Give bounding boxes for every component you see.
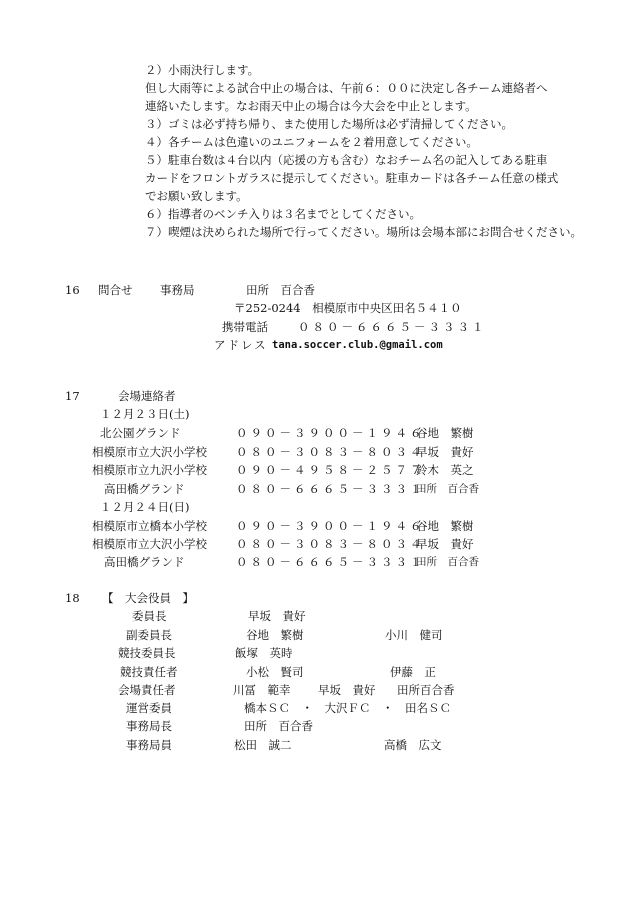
- officials-title: 【 大会役員 】: [102, 591, 194, 605]
- official-role: 競技委員長: [118, 646, 176, 660]
- venue-name: 相模原市立九沢小学校: [92, 463, 207, 477]
- note-line: ３）ゴミは必ず持ち帰り、また使用した場所は必ず清掃してください。: [145, 117, 513, 131]
- contact-phone-label: 携帯電話: [222, 320, 268, 334]
- contact-name: 田所 百合香: [246, 283, 315, 297]
- note-line: 連絡いたします。なお雨天中止の場合は今大会を中止とします。: [145, 99, 477, 113]
- venue-name: 相模原市立橋本小学校: [92, 519, 207, 533]
- official-name: 早坂 貴好: [318, 683, 376, 697]
- official-name: 飯塚 英時: [235, 646, 293, 660]
- venue-phone: ０８０－６６６５－３３３１: [236, 482, 425, 496]
- note-line: ６）指導者のベンチ入りは３名までとしてください。: [145, 207, 421, 221]
- venue-person: 早坂 貴好: [416, 537, 474, 551]
- official-role: 運営委員: [126, 701, 172, 715]
- venue-person: 鈴木 英之: [416, 463, 474, 477]
- contact-email[interactable]: tana.soccer.club.@gmail.com: [272, 339, 443, 351]
- venue-name: 相模原市立大沢小学校: [92, 445, 207, 459]
- official-role: 副委員長: [126, 628, 172, 642]
- note-line: ２）小雨決行します。: [145, 63, 260, 77]
- venue-name: 高田橋グランド: [104, 555, 185, 569]
- section-number: 16: [65, 283, 80, 297]
- official-role: 事務局長: [126, 719, 172, 733]
- section-number: 18: [65, 591, 80, 605]
- official-name: 谷地 繁樹: [246, 628, 304, 642]
- venue-phone: ０９０－３９００－１９４６: [236, 519, 425, 533]
- venue-phone: ０８０－６６６５－３３３１: [236, 555, 425, 569]
- note-line: ５）駐車台数は４台以内（応援の方も含む）なおチーム名の記入してある駐車: [145, 153, 548, 167]
- official-name: 松田 誠二: [234, 738, 292, 752]
- official-name: 田所百合香: [397, 683, 455, 697]
- venue-person: 谷地 繁樹: [416, 519, 474, 533]
- venue-name: 相模原市立大沢小学校: [92, 537, 207, 551]
- note-line: ７）喫煙は決められた場所で行ってください。場所は会場本部にお問合せください。: [145, 225, 582, 239]
- official-name: 川冨 範幸: [233, 683, 291, 697]
- official-name: 伊藤 正: [390, 665, 436, 679]
- contact-label: 問合せ: [98, 283, 133, 297]
- contact-email-label: アドレス: [214, 338, 268, 352]
- contact-phone: ０８０－６６６５－３３３１: [298, 320, 487, 334]
- venue-date: １２月２３日(土): [100, 407, 190, 421]
- venue-phone: ０９０－３９００－１９４６: [236, 426, 425, 440]
- venues-title: 会場連絡者: [118, 389, 176, 403]
- official-name: 田所 百合香: [244, 719, 313, 733]
- section-number: 17: [65, 389, 80, 403]
- official-name: 早坂 貴好: [248, 609, 306, 623]
- venue-person: 田所 百合香: [416, 483, 479, 495]
- official-name: 高橋 広文: [384, 738, 442, 752]
- venue-name: 高田橋グランド: [104, 482, 185, 496]
- venue-name: 北公園グランド: [100, 426, 181, 440]
- official-name: 小松 賢司: [246, 665, 304, 679]
- official-role: 事務局員: [126, 738, 172, 752]
- note-line: 但し大雨等による試合中止の場合は、午前６：００に決定し各チーム連絡者へ: [145, 81, 548, 95]
- note-line: でお願い致します。: [145, 189, 248, 203]
- official-name: 小川 健司: [385, 628, 443, 642]
- venue-phone: ０９０－４９５８－２５７７: [236, 463, 425, 477]
- note-line: カードをフロントガラスに提示してください。駐車カードは各チーム任意の様式: [145, 171, 559, 185]
- official-role: 委員長: [132, 609, 167, 623]
- venue-person: 田所 百合香: [416, 556, 479, 568]
- note-line: ４）各チームは色違いのユニフォームを２着用意してください。: [145, 135, 478, 149]
- official-name: 橋本ＳＣ ・ 大沢ＦＣ ・ 田名ＳＣ: [244, 701, 451, 715]
- venue-person: 谷地 繁樹: [416, 426, 474, 440]
- venue-phone: ０８０－３０８３－８０３４: [236, 445, 425, 459]
- official-role: 競技責任者: [120, 665, 178, 679]
- venue-phone: ０８０－３０８３－８０３４: [236, 537, 425, 551]
- venue-date: １２月２４日(日): [100, 500, 190, 514]
- contact-office: 事務局: [160, 283, 195, 297]
- official-role: 会場責任者: [118, 683, 176, 697]
- venue-person: 早坂 貴好: [416, 445, 474, 459]
- contact-address: 〒252-0244 相模原市中央区田名５４１０: [234, 301, 462, 315]
